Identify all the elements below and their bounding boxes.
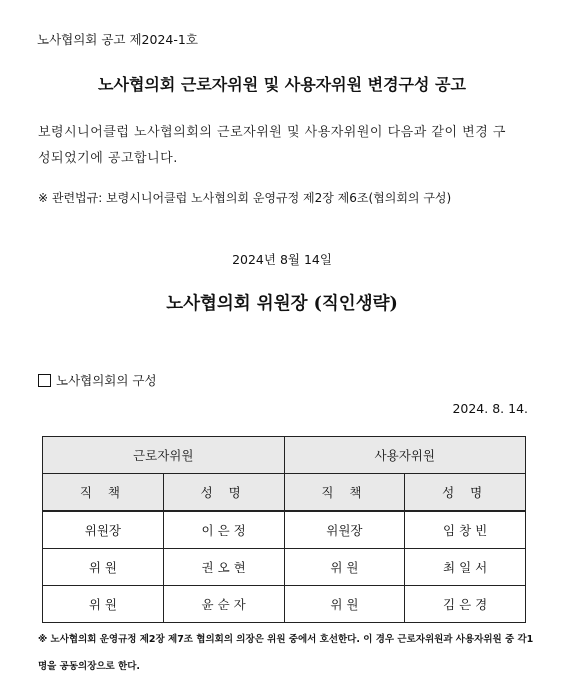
column-header-row bbox=[43, 474, 526, 512]
column-header: 직 책 bbox=[43, 474, 164, 512]
chairperson-signature: 노사협의회 위원장 (직인생략) bbox=[166, 294, 398, 314]
table-row bbox=[43, 586, 526, 623]
column-header: 직 책 bbox=[284, 474, 405, 512]
document-title: 노사협의회 근로자위원 및 사용자위원 변경구성 공고 bbox=[98, 75, 466, 94]
table-row bbox=[43, 549, 526, 586]
group-employer: 사용자위원 bbox=[284, 437, 526, 474]
table-row bbox=[43, 511, 526, 549]
notice-date: 2024년 8월 14일 bbox=[232, 252, 332, 267]
section-heading bbox=[38, 371, 157, 389]
table-cell: 위원장 bbox=[43, 511, 164, 549]
group-worker: 근로자위원 bbox=[43, 437, 285, 474]
table-cell: 위 원 bbox=[284, 549, 405, 586]
notice-number: 노사협의회 공고 제2024-1호 bbox=[37, 32, 198, 47]
footnote: ※ 노사협의회 운영규정 제2장 제7조 협의회의 의장은 위원 중에서 호선한다. 이 경우 근로자위원과 사용자위원 중 각1명을 공동의장으로 한다. bbox=[38, 634, 534, 672]
group-header-row bbox=[43, 437, 526, 474]
table-cell: 위 원 bbox=[43, 586, 164, 623]
table-cell: 윤 순 자 bbox=[163, 586, 284, 623]
table-cell: 위 원 bbox=[284, 586, 405, 623]
notice-body: 보령시니어클럽 노사협의회의 근로자위원 및 사용자위원이 다음과 같이 변경 구성되었기에 공고합니다. bbox=[38, 125, 506, 166]
legal-basis: ※ 관련법규: 보령시니어클럽 노사협의회 운영규정 제2장 제6조(협의회의 구성) bbox=[38, 191, 452, 205]
table-cell: 최 일 서 bbox=[405, 549, 526, 586]
table-cell: 위 원 bbox=[43, 549, 164, 586]
table-cell: 권 오 현 bbox=[163, 549, 284, 586]
checkbox-square-icon bbox=[38, 374, 51, 387]
column-header: 성 명 bbox=[163, 474, 284, 512]
table-cell: 임 창 빈 bbox=[405, 511, 526, 549]
table-date: 2024. 8. 14. bbox=[452, 401, 528, 416]
section-title: 노사협의회의 구성 bbox=[56, 373, 157, 388]
table-cell: 위원장 bbox=[284, 511, 405, 549]
table-cell: 이 은 정 bbox=[163, 511, 284, 549]
table-cell: 김 은 경 bbox=[405, 586, 526, 623]
members-table bbox=[42, 436, 526, 623]
column-header: 성 명 bbox=[405, 474, 526, 512]
